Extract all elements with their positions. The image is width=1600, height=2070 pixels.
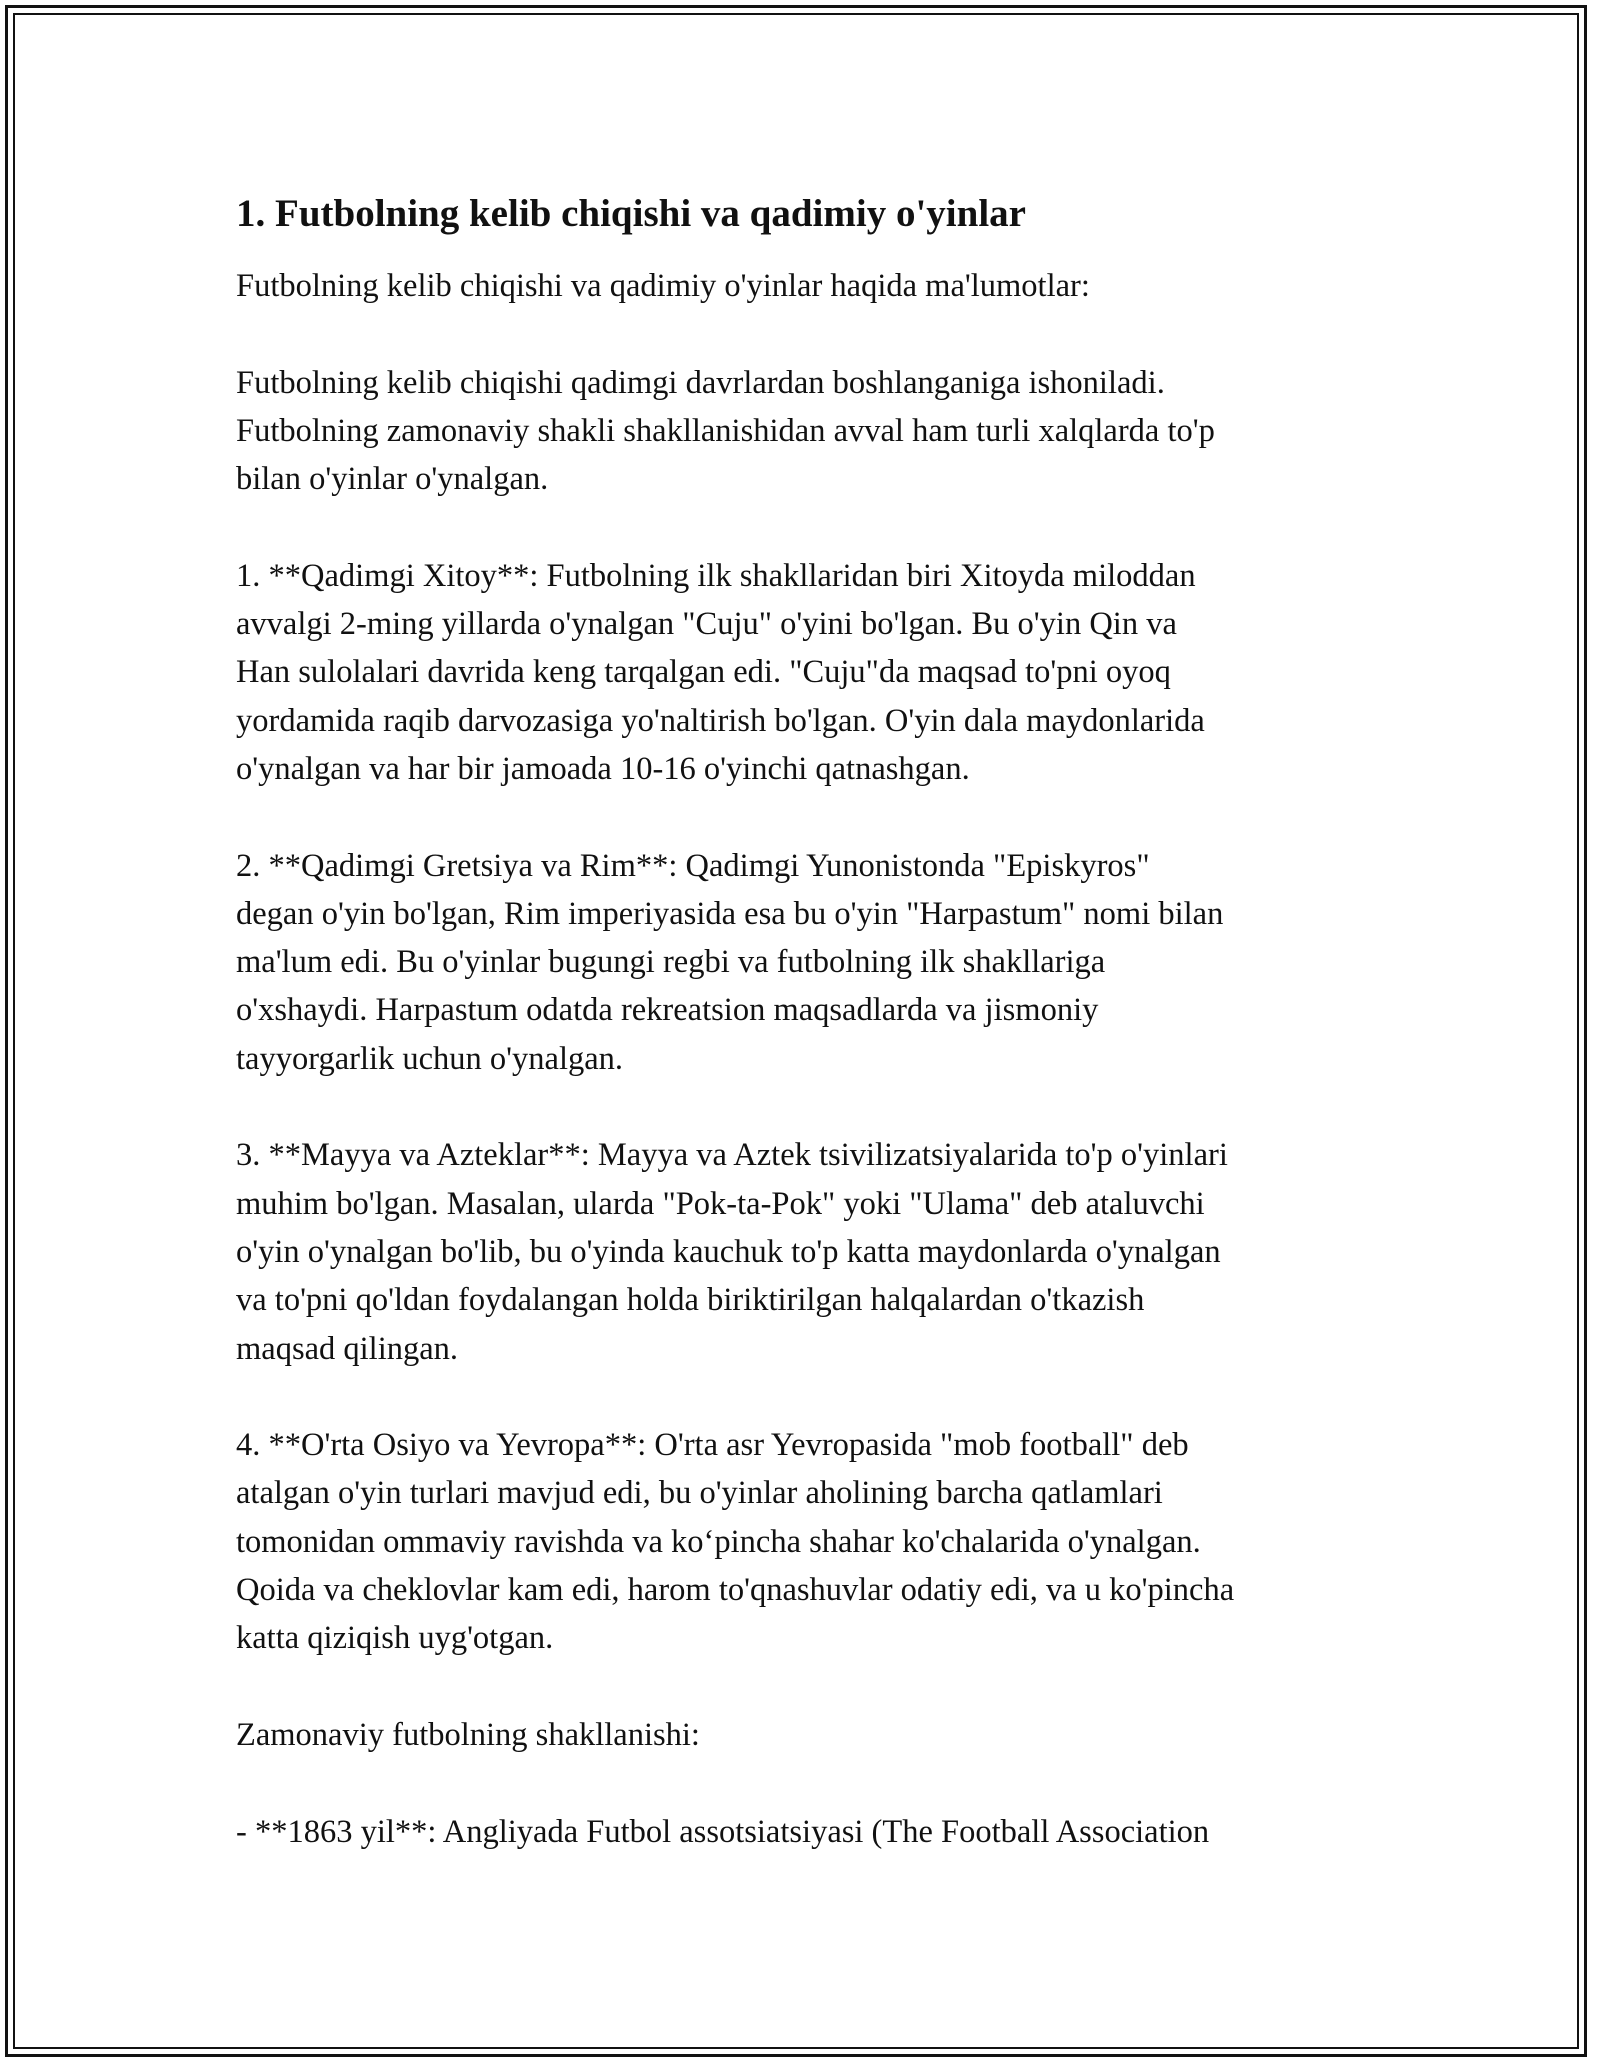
bullet-1863: - **1863 yil**: Angliyada Futbol assotsiatsiyasi (The Football Association	[236, 1813, 1210, 1850]
intro-paragraph: Futbolning kelib chiqishi va qadimiy o'yinlar haqida ma'lumotlar:	[236, 268, 1090, 304]
list-item-china: 1. **Qadimgi Xitoy**: Futbolning ilk shakllaridan biri Xitoyda miloddan avvalgi 2-ming yillarda o'ynalgan "Cuju" o'yini bo'lgan. Bu o'yin Qin va Han sulolalari davrida keng tarqalgan edi. "Cuju"da maqsad to'pni oyoq yordamida raqib darvozasiga yo'naltirish bo'lgan. O'yin dala maydonlarida o'ynalgan va har bir jamoada 10-16 o'yinchi qatnashgan.	[236, 557, 1205, 787]
list-item-central-asia-europe: 4. **O'rta Osiyo va Yevropa**: O'rta asr Yevropasida "mob football" deb atalgan o'yin turlari mavjud edi, bu o'yinlar aholining barcha qatlamlari tomonidan ommaviy ravishda va ko‘pincha shahar ko'chalarida o'ynalgan. Qoida va cheklovlar kam edi, harom to'qnashuvlar odatiy edi, va u ko'pincha katta qiziqish uyg'otgan.	[236, 1427, 1235, 1657]
subheading-modern-football: Zamonaviy futbolning shakllanishi:	[236, 1716, 700, 1753]
section-heading: 1. Futbolning kelib chiqishi va qadimiy o'yinlar	[236, 192, 1026, 235]
origin-paragraph: Futbolning kelib chiqishi qadimgi davrlardan boshlanganiga ishoniladi. Futbolning zamonaviy shakli shakllanishidan avval ham turli xalqlarda to'p bilan o'yinlar o'ynalgan.	[236, 364, 1215, 498]
list-item-maya-aztec: 3. **Mayya va Azteklar**: Mayya va Aztek tsivilizatsiyalarida to'p o'yinlari muhim bo'lgan. Masalan, ularda "Pok-ta-Pok" yoki "Ulama" deb ataluvchi o'yin o'ynalgan bo'lib, bu o'yinda kauchuk to'p katta maydonlarda o'ynalgan va to'pni qo'ldan foydalangan holda biriktirilgan halqalardan o'tkazish maqsad qilingan.	[236, 1137, 1228, 1367]
list-item-greece-rome: 2. **Qadimgi Gretsiya va Rim**: Qadimgi Yunonistonda "Episkyros" degan o'yin bo'lgan, Rim imperiyasida esa bu o'yin "Harpastum" nomi bilan ma'lum edi. Bu o'yinlar bugungi regbi va futbolning ilk shakllariga o'xshaydi. Harpastum odatda rekreatsion maqsadlarda va jismoniy tayyorgarlik uchun o'ynalgan.	[236, 847, 1224, 1077]
document-body	[236, 188, 1376, 1856]
